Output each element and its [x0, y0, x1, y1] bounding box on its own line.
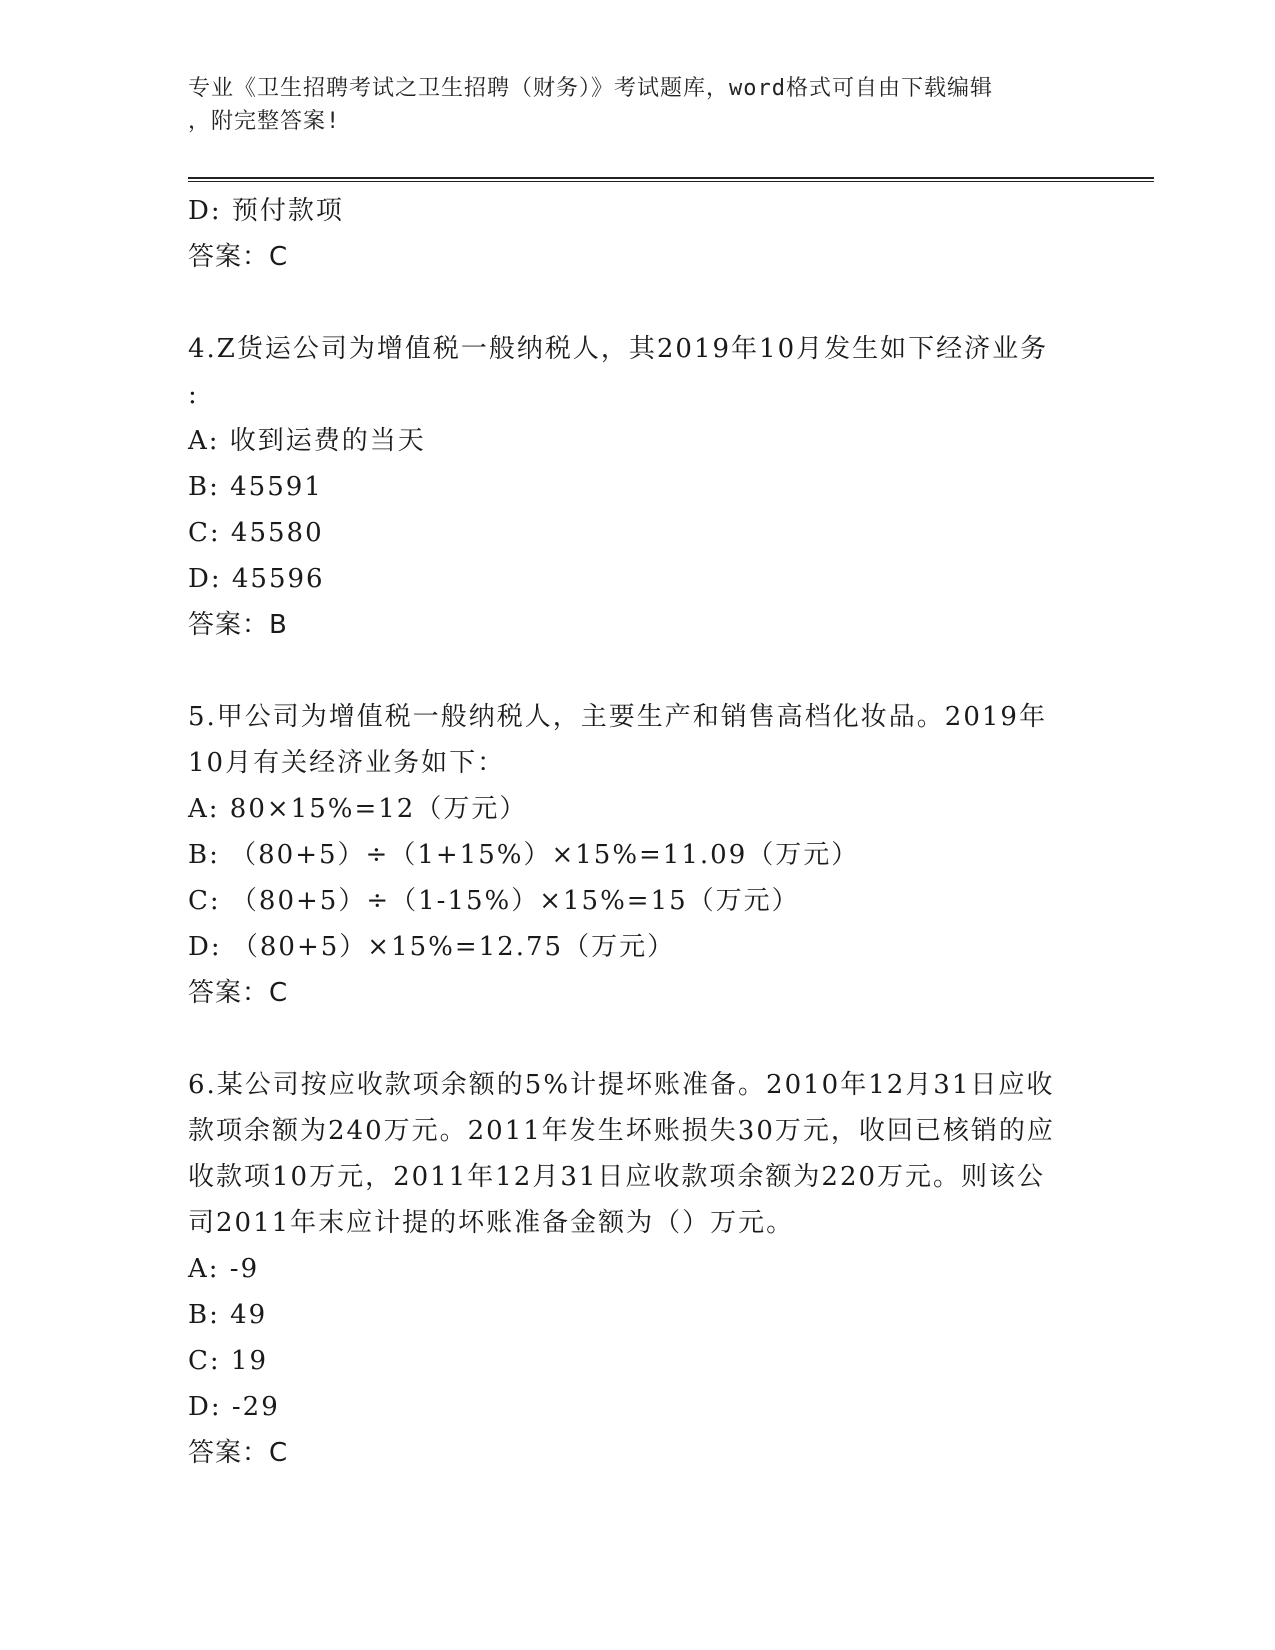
q6-stem-line-4: 司2011年末应计提的坏账准备金额为（）万元。: [188, 1208, 795, 1238]
q6-stem-line-3: 收款项10万元，2011年12月31日应收款项余额为220万元。则该公: [188, 1162, 1046, 1192]
q3-option-d: D: 预付款项: [188, 196, 344, 226]
spacer: [188, 280, 1088, 326]
q6-answer: 答案：C: [188, 1438, 289, 1468]
question-list: [188, 188, 1088, 1476]
spacer: [188, 1016, 1088, 1062]
q5-answer: 答案：C: [188, 978, 289, 1008]
q5-option-a: A: 80×15%=12（万元）: [188, 794, 528, 824]
q4-stem-line-1: 4.Z货运公司为增值税一般纳税人，其2019年10月发生如下经济业务: [188, 334, 1049, 364]
q4-option-b: B: 45591: [188, 472, 323, 502]
q5-option-c: C: （80+5）÷（1-15%）×15%=15（万元）: [188, 886, 800, 916]
q5-stem-line-1: 5.甲公司为增值税一般纳税人，主要生产和销售高档化妆品。2019年: [188, 702, 1047, 732]
header-line-2: ，附完整答案!: [188, 109, 341, 134]
q6-option-a: A: -9: [188, 1254, 260, 1284]
q5-option-d: D: （80+5）×15%=12.75（万元）: [188, 932, 676, 962]
q4-answer: 答案：B: [188, 610, 288, 640]
q5-stem-line-2: 10月有关经济业务如下：: [188, 748, 506, 778]
question-5: [188, 694, 1088, 1016]
q6-option-c: C: 19: [188, 1346, 269, 1376]
q6-option-d: D: -29: [188, 1392, 280, 1422]
q6-option-b: B: 49: [188, 1300, 268, 1330]
q6-stem-line-1: 6.某公司按应收款项余额的5%计提坏账准备。2010年12月31日应收: [188, 1070, 1055, 1100]
q4-stem-line-2: :: [188, 380, 199, 410]
spacer: [188, 648, 1088, 694]
page-header: [188, 72, 1068, 138]
question-6: [188, 1062, 1088, 1476]
q6-stem-line-2: 款项余额为240万元。2011年发生坏账损失30万元，收回已核销的应: [188, 1116, 1055, 1146]
q4-option-c: C: 45580: [188, 518, 324, 548]
question-4: [188, 326, 1088, 648]
q3-answer: 答案：C: [188, 242, 289, 272]
question-3-tail: [188, 188, 1088, 280]
header-divider: [188, 177, 1154, 182]
q4-option-a: A: 收到运费的当天: [188, 426, 426, 456]
q4-option-d: D: 45596: [188, 564, 325, 594]
q5-option-b: B: （80+5）÷（1+15%）×15%=11.09（万元）: [188, 840, 860, 870]
header-line-1: 专业《卫生招聘考试之卫生招聘（财务）》考试题库，word格式可自由下载编辑: [188, 76, 993, 101]
